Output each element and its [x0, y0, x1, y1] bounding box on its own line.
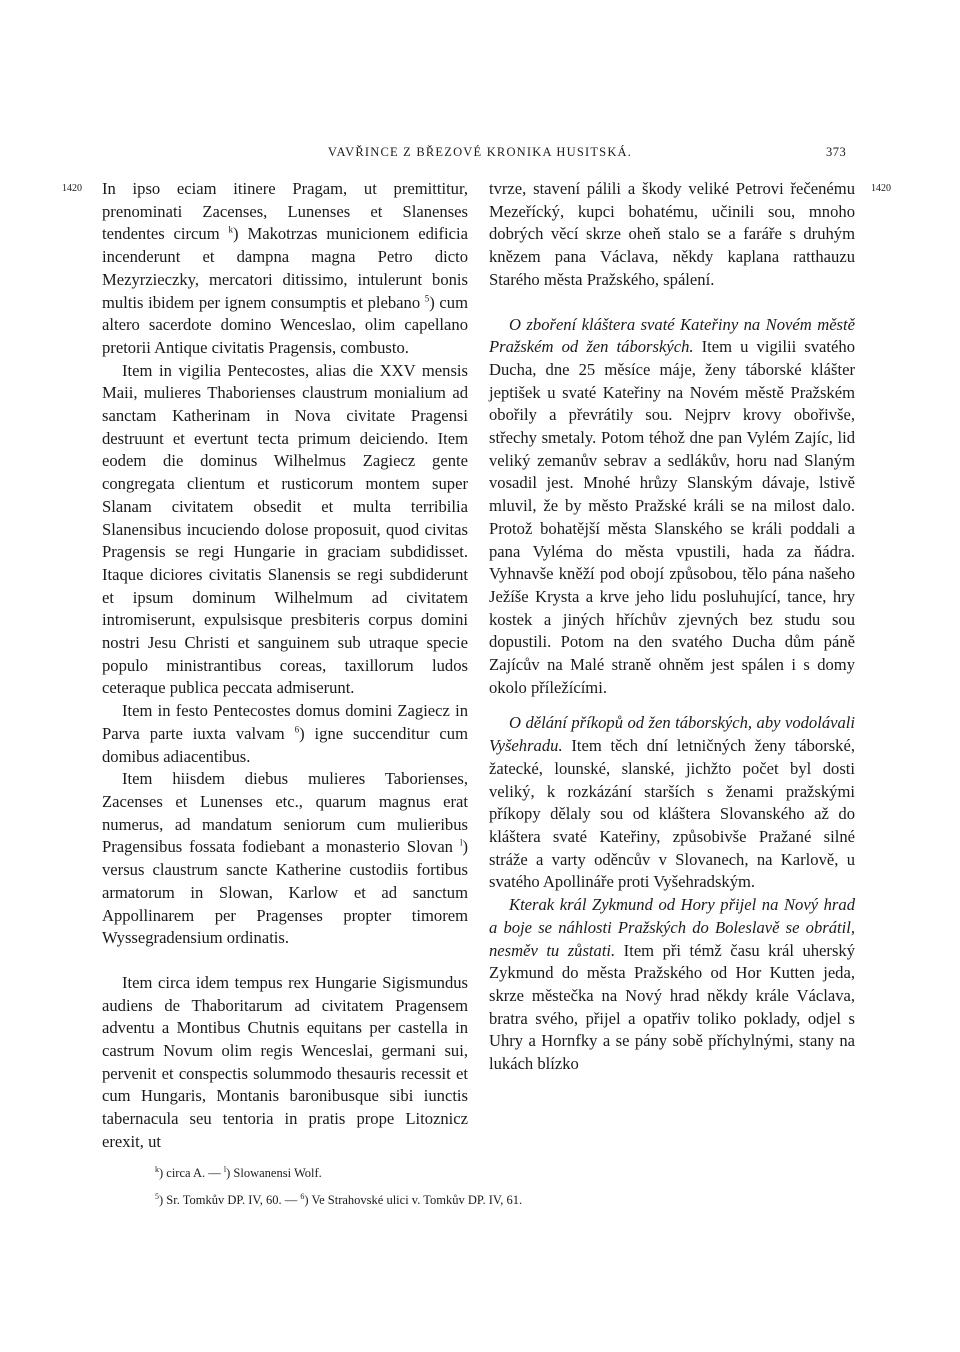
footnote-marker: 5	[424, 292, 430, 303]
margin-year-right: 1420	[871, 183, 891, 194]
latin-paragraph-1: In ipso eciam itinere Pragam, ut premittitur, prenominati Zacenses, Lunenses et Slanenses tendentes circum $^k$) Makotrzas municionem edificia incenderunt et dampna magna Petro dicto Mezyrzieczky, mercatori ditissimo, intulerunt bonis multis ibidem per ignem consumptis et plebano $^5$) cum altero sacerdote domino Wenceslao, olim capellano pretorii Antique civitatis Pragensis, combusto.	[102, 179, 468, 357]
footnote-marker: l	[223, 1164, 227, 1174]
section-heading: O zboření kláštera svaté Kateřiny na Novém městě Pražském od žen táborských.	[489, 314, 855, 357]
czech-paragraph-3: O dělání příkopů od žen táborských, aby vodolávali Vyšehradu. Item těch dní letničných ženy táborské, žatecké, lounské, slanské, jichžto počet byl dosti veliký, k rozkázání starších s ženami pražskými příkopy dělaly sou od kláštera Slovanského až do kláštera svaté Kateřiny, způsobivše Pražané silné stráže a varty oděncův v Slovanech, na Karlově, u svatého Apollináře proti Vyšehradským.	[489, 713, 855, 892]
footnote-marker: 6	[294, 724, 300, 735]
footnote-line-2: $^5$) Sr. Tomkův DP. IV, 60. — $^6$) Ve Strahovské ulici v. Tomkův DP. IV, 61.	[155, 1191, 523, 1207]
latin-paragraph-2: Item in vigilia Pentecostes, alias die XXV mensis Maii, mulieres Thaborienses claustrum monialium ad sanctam Katherinam in Nova civitate Pragensi destruunt et evertunt tecta primum deiciendo. Item eodem die dominus Wilhelmus Zagiecz gente congregata clientum et rusticorum montem super Slanam civitatem obsedit et multa terribilia Slanensibus incuciendo dolose proposuit, quod civitas Pragensis se regi Hungarie in graciam subdidisset. Itaque diciores civitatis Slanensis se regi subdiderunt et ipsum dominum Wilhelmum ad civitatem intromiserunt, expulsisque presbiteris corpus domini nostri Jesu Christi et sanguinem sub utraque specie populo ministrantibus coreas, taxillorum ludos ceteraque publica peccata admiserunt.	[102, 360, 468, 698]
czech-column	[489, 178, 855, 1076]
footnote-marker: k	[228, 224, 234, 235]
footnote-marker: 6	[300, 1191, 305, 1201]
section-heading: O dělání příkopů od žen táborských, aby vodolávali Vyšehradu.	[489, 713, 855, 756]
section-heading: Kterak král Zykmund od Hory přijel na Nový hrad a boje se náhlosti Pražských do Boleslavě se obrátil, nesměv tu zůstati.	[489, 895, 855, 960]
footnote-marker: k	[155, 1164, 159, 1174]
latin-paragraph-3: Item in festo Pentecostes domus domini Zagiecz in Parva parte iuxta valvam $^6$) igne succenditur cum domibus adiacentibus.	[102, 701, 468, 766]
footnote-marker: 5	[155, 1191, 159, 1201]
czech-paragraph-1: tvrze, stavení pálili a škody veliké Petrovi řečenému Mezeřícký, kupci bohatému, učinili sou, mnoho dobrých věcí skrze oheň stalo se a faráře s druhým knězem pana Václava, někdy kaplana ratthauzu Starého města Pražského, spálení.	[489, 179, 855, 289]
header-title: VAVŘINCE Z BŘEZOVÉ KRONIKA HUSITSKÁ.	[327, 145, 633, 159]
czech-paragraph-2: O zboření kláštera svaté Kateřiny na Novém městě Pražském od žen táborských. Item u vigilii svatého Ducha, dne 25 měsíce máje, ženy táborské klášter jeptišek u svaté Kateřiny na Novém městě Pražském obořily a převrátily sou. Nejprv krovy obořivše, střechy smetaly. Potom téhož dne pan Vylém Zajíc, lid veliký zemanův sebrav a sedlákův, horu nad Slaným vosadil jest. Mnohé hrůzy Slanským dávaje, lstivě mluvil, že by město Pražské králi se na milost dalo. Protož bohatější města Slanského se králi poddali a pana Vyléma do města vpustili, hada za ňádra. Vyhnavše kněží pod obojí způsobou, tělo pána našeho Ježíše Krysta a krve jeho lidu posluhující, tance, hry kostek a jiných hříchův zjevných bez studu sou dopustili. Potom na den svatého Ducha dům páně Zajícův na Malé straně ohněm jest spálen i s domy okolo příležícími.	[489, 314, 855, 697]
footnote-marker: l	[459, 837, 463, 848]
running-header	[0, 145, 960, 160]
margin-year-left: 1420	[62, 183, 82, 194]
latin-paragraph-4: Item hiisdem diebus mulieres Taborienses, Zacenses et Lunenses etc., quarum magnus erat numerus, ad mandatum seniorum cum mulieribus Pragensibus fossata fodiebant a monasterio Slovan $^l$) versus claustrum sancte Katherine custodiis fortibus armatorum in Slowan, Karlow et ad sanctum Appollinarem per Pragenses propter timorem Wyssegradensium ordinatis.	[102, 769, 468, 948]
czech-paragraph-4: Kterak král Zykmund od Hory přijel na Nový hrad a boje se náhlosti Pražských do Boleslavě se obrátil, nesměv tu zůstati. Item při témž času král uherský Zykmund do města Pražského od Hor Kutten jeda, skrze městečka na Nový hrad někdy krále Václava, bratra svého, přijel a opatřiv toliko poklady, odjel s Uhry a Hornfky a se pány sobě příchylnými, stany na lukách blízko	[489, 895, 855, 1074]
latin-paragraph-5: Item circa idem tempus rex Hungarie Sigismundus audiens de Thaboritarum ad civitatem Pragensem adventu a Montibus Chutnis equitans per castella in castrum Novum olim regis Wenceslai, germani sui, pervenit et conspectis solummodo thesauris recessit et cum Hungaris, Montanis baronibusque sibi iunctis tabernacula seu tentoria in pratis prope Litoznicz erexit, ut	[102, 972, 468, 1151]
footnote-line-1: $^k$) circa A. — $^l$) Slowanensi Wolf.	[155, 1164, 322, 1180]
page-number: 373	[826, 145, 847, 159]
latin-column	[102, 178, 468, 1154]
